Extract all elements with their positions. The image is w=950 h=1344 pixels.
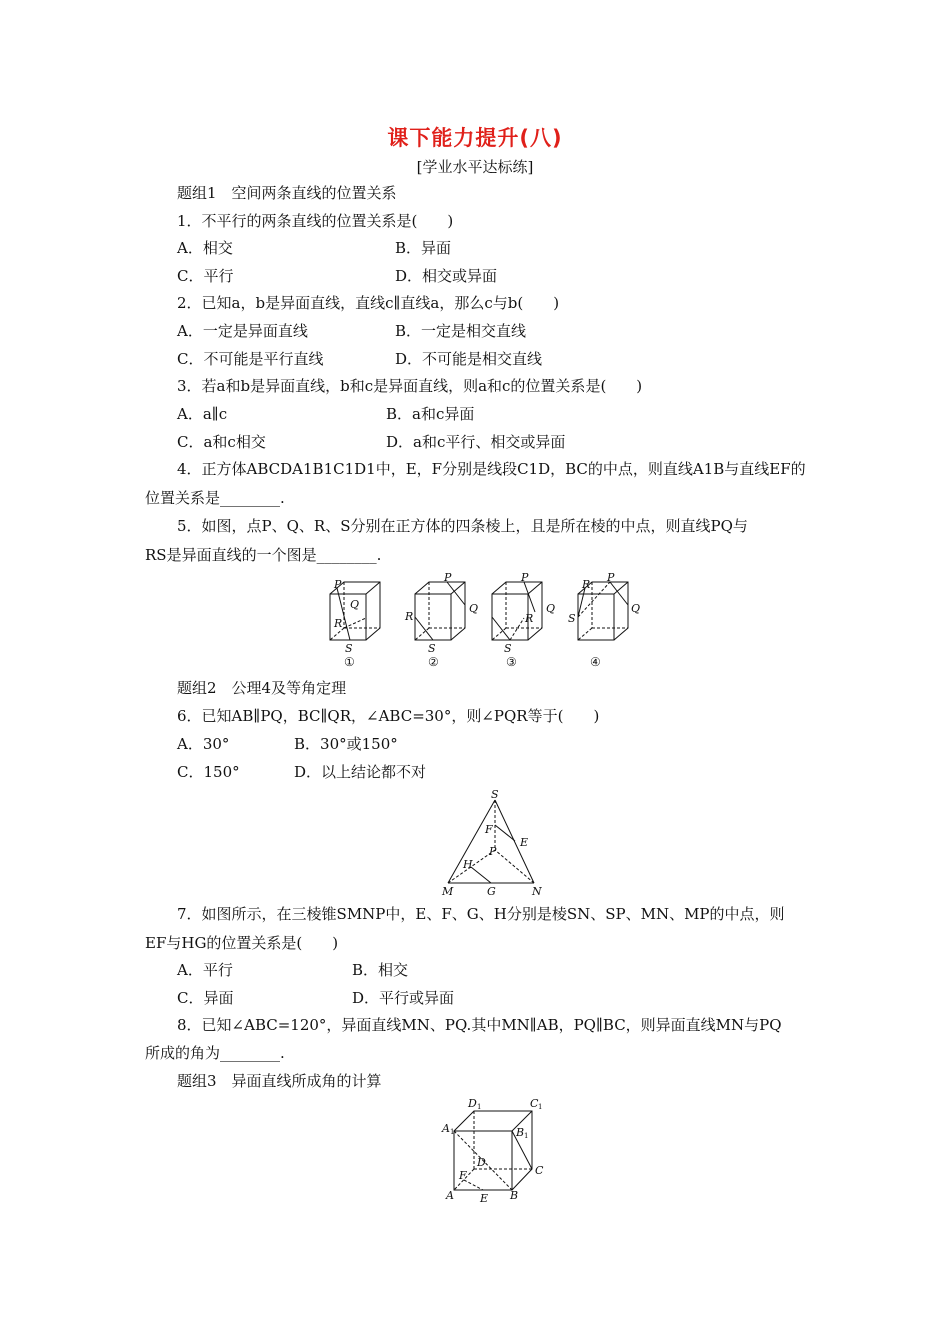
- svg-text:A: A: [442, 1122, 450, 1135]
- q6-option-a: A．30°: [177, 735, 230, 753]
- q6-stem: 6．已知AB∥PQ，BC∥QR，∠ABC=30°，则∠PQR等于( ): [177, 707, 600, 725]
- svg-text:Q: Q: [469, 602, 479, 615]
- svg-text:M: M: [442, 885, 454, 898]
- q3-option-a: A．a∥c: [177, 405, 228, 423]
- q1-option-d: D．相交或异面: [395, 267, 498, 285]
- group-3-heading: 题组3 异面直线所成角的计算: [177, 1072, 382, 1090]
- svg-text:③: ③: [506, 655, 517, 669]
- svg-text:②: ②: [428, 655, 439, 669]
- svg-text:N: N: [532, 885, 542, 898]
- svg-text:S: S: [504, 642, 512, 655]
- cube-figure-2: [415, 582, 465, 640]
- q3-option-d: D．a和c平行、相交或异面: [386, 433, 566, 451]
- q7-option-b: B．相交: [352, 961, 409, 979]
- q8-line-1: 8．已知∠ABC=120°，异面直线MN、PQ.其中MN∥AB，PQ∥BC，则异面直线MN与PQ: [177, 1016, 782, 1034]
- svg-text:P: P: [444, 571, 452, 584]
- svg-text:Q: Q: [350, 598, 360, 611]
- svg-text:D: D: [468, 1097, 477, 1110]
- svg-text:G: G: [487, 885, 496, 898]
- svg-text:C: C: [530, 1097, 539, 1110]
- q2-option-d: D．不可能是相交直线: [395, 350, 543, 368]
- svg-text:P: P: [607, 571, 615, 584]
- svg-text:S: S: [491, 788, 499, 801]
- svg-text:E: E: [520, 836, 529, 849]
- svg-text:F: F: [485, 823, 493, 836]
- svg-text:Q: Q: [546, 602, 556, 615]
- svg-text:Q: Q: [631, 602, 641, 615]
- q4-line-1: 4．正方体ABCDA1B1C1D1中，E，F分别是线段C1D，BC的中点，则直线A1B与直线EF的: [177, 460, 806, 478]
- svg-text:S: S: [345, 642, 353, 655]
- q2-option-a: A．一定是异面直线: [177, 322, 308, 340]
- q5-line-1: 5．如图，点P、Q、R、S分别在正方体的四条棱上，且是所在棱的中点，则直线PQ与: [177, 517, 748, 535]
- group-1-heading: 题组1 空间两条直线的位置关系: [177, 184, 397, 202]
- q6-option-c: C．150°: [177, 763, 240, 781]
- page-title: 课下能力提升(八): [387, 126, 563, 150]
- q7-option-d: D．平行或异面: [352, 989, 455, 1007]
- q1-stem: 1．不平行的两条直线的位置关系是( ): [177, 212, 454, 230]
- q7-line-1: 7．如图所示，在三棱锥SMNP中，E、F、G、H分别是棱SN、SP、MN、MP的中点，则: [177, 905, 785, 923]
- q3-stem: 3．若a和b是异面直线，b和c是异面直线，则a和c的位置关系是( ): [177, 377, 643, 395]
- svg-text:F: F: [459, 1169, 467, 1182]
- svg-text:1: 1: [538, 1103, 543, 1111]
- svg-text:S: S: [568, 612, 576, 625]
- svg-text:H: H: [463, 858, 473, 871]
- svg-text:E: E: [480, 1192, 489, 1205]
- svg-text:R: R: [405, 610, 414, 623]
- q5-line-2: RS是异面直线的一个图是________.: [145, 546, 382, 564]
- svg-text:P: P: [489, 845, 497, 858]
- svg-text:R: R: [582, 578, 591, 591]
- q7-option-c: C．异面: [177, 989, 234, 1007]
- q7-option-a: A．平行: [177, 961, 233, 979]
- cube-figure-3: [492, 582, 542, 640]
- svg-text:B: B: [516, 1126, 525, 1139]
- svg-text:B: B: [510, 1189, 519, 1202]
- q6-option-b: B．30°或150°: [294, 735, 398, 753]
- svg-text:R: R: [525, 612, 534, 625]
- q1-option-b: B．异面: [395, 239, 452, 257]
- svg-text:S: S: [428, 642, 436, 655]
- q2-option-b: B．一定是相交直线: [395, 322, 527, 340]
- q1-option-c: C．平行: [177, 267, 234, 285]
- q8-line-2: 所成的角为________.: [145, 1044, 285, 1062]
- q6-option-d: D．以上结论都不对: [294, 763, 427, 781]
- svg-text:A: A: [446, 1189, 454, 1202]
- q7-line-2: EF与HG的位置关系是( ): [145, 934, 339, 952]
- group-2-heading: 题组2 公理4及等角定理: [177, 679, 347, 697]
- svg-text:P: P: [334, 578, 342, 591]
- svg-text:1: 1: [477, 1103, 482, 1111]
- svg-text:C: C: [535, 1164, 544, 1177]
- q7-pyramid-figure: [440, 788, 560, 898]
- q2-stem: 2．已知a，b是异面直线，直线c∥直线a，那么c与b( ): [177, 294, 560, 312]
- group3-cube-figure: [440, 1096, 560, 1206]
- q5-cube-figures: [320, 572, 660, 672]
- q3-option-c: C．a和c相交: [177, 433, 266, 451]
- q3-option-b: B．a和c异面: [386, 405, 475, 423]
- q1-option-a: A．相交: [177, 239, 233, 257]
- page-subtitle: [学业水平达标练]: [416, 158, 534, 176]
- svg-text:D: D: [477, 1156, 486, 1169]
- svg-text:P: P: [521, 571, 529, 584]
- svg-text:④: ④: [590, 655, 601, 669]
- svg-text:R: R: [334, 617, 343, 630]
- q4-line-2: 位置关系是________.: [145, 489, 285, 507]
- svg-text:①: ①: [344, 655, 355, 669]
- svg-text:1: 1: [524, 1132, 529, 1140]
- svg-text:1: 1: [450, 1128, 455, 1136]
- q2-option-c: C．不可能是平行直线: [177, 350, 324, 368]
